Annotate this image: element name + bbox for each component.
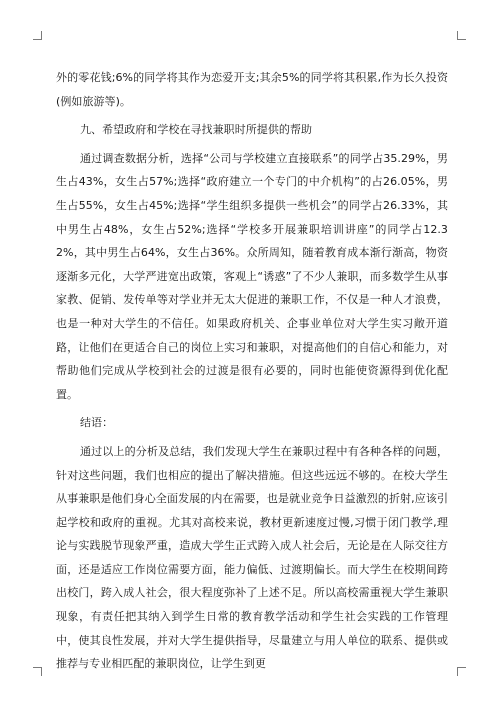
- paragraph-continuation: 外的零花钱;6%的同学将其作为恋爱开支;其余5%的同学将其积累,作为长久投资(例如旅游等)。: [56, 71, 448, 108]
- paragraph-conclusion: 通过以上的分析及总结，我们发现大学生在兼职过程中有各种各样的问题，针对这些问题，我们也相应的提出了解决措施。但这些远远不够的。在校大学生从事兼职是他们身心全面发展的内在需要，也是就业竞争日益激烈的折射,应该引起学校和政府的重视。尤其对高校来说，教材更新速度过慢,习惯于闭门教学,理论与实践脱节现象严重，造成大学生正式跨入成人社会后，无论是在人际交往方面，还是适应工作岗位需要方面，能力偏低、过渡期偏长。而大学生在校期间跨出校门，跨入成人社会，很大程度弥补了上述不足。所以高校需重视大学生兼职现象，有责任把其纳入到学生日常的教育教学活动和学生社会实践的工作管理中，使其良性发展，并对大学生提供指导，尽量建立与用人单位的联系、提供或推荐与专业相匹配的兼职岗位，让学生到更: [56, 444, 448, 671]
- crop-mark-bottom-right: [457, 667, 466, 676]
- document-body: [56, 66, 448, 676]
- paragraph-survey-analysis: 通过调查数据分析，选择“公司与学校建立直接联系”的同学占35.29%，男生占43%，女生占57%;选择“政府建立一个专门的中介机构”的占26.05%，男生占55%，女生占45%;选择“学生组织多提供一些机会”的同学占26.33%，其中男生占48%，女生占52%;选择“学校多开展兼职培训讲座”的同学占12.32%，其中男生占64%，女生占36%。众所周知，随着教育成本渐行渐高，物资逐渐多元化，大学严进宽出政策，客观上“诱惑”了不少人兼职，而多数学生从事家教、促销、发传单等对学业并无太大促进的兼职工作，不仅是一种人才浪费，也是一种对大学生的不信任。如果政府机关、企事业单位对大学生实习敞开道路，让他们在更适合自己的岗位上实习和兼职，对提高他们的自信心和能力，对帮助他们完成从学校到社会的过渡是很有必要的，同时也能使资源得到优化配置。: [56, 151, 448, 401]
- crop-mark-top-left: [33, 31, 42, 40]
- conclusion-heading: 结语：: [80, 416, 114, 430]
- section-heading: 九、希望政府和学校在寻找兼职时所提供的帮助: [80, 123, 313, 137]
- crop-mark-bottom-left: [33, 667, 42, 676]
- crop-mark-top-right: [457, 31, 466, 40]
